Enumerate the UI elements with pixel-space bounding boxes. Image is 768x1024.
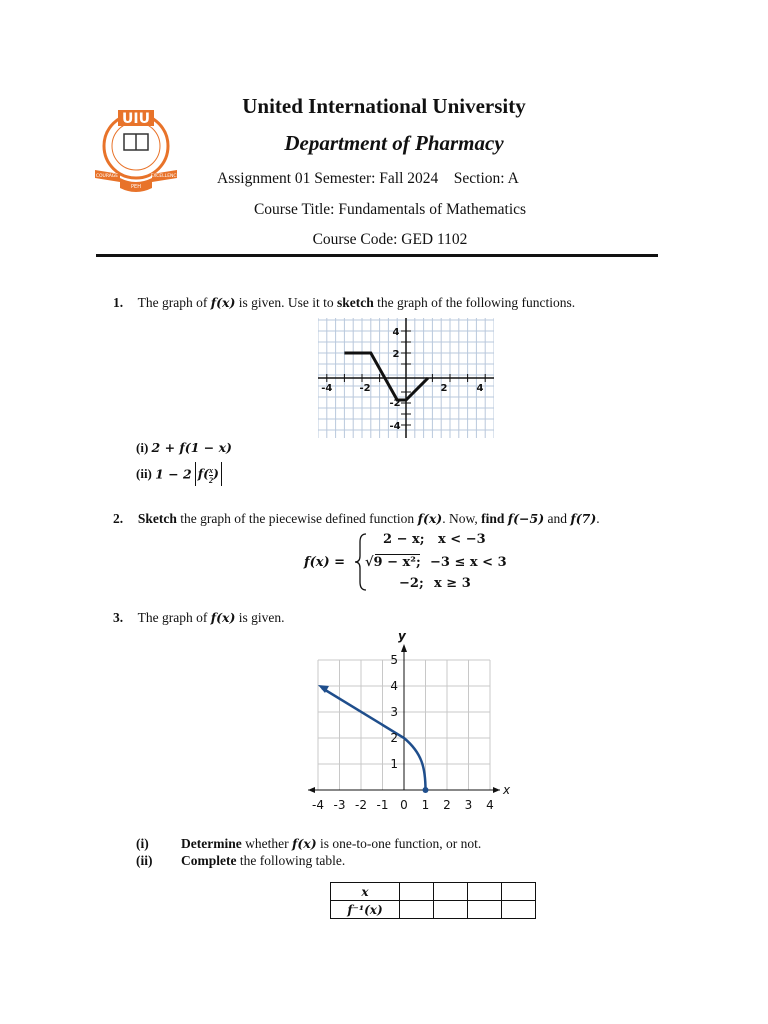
- table-header-x: x: [331, 883, 400, 901]
- table-cell[interactable]: [434, 901, 468, 919]
- course-code: Course Code: GED 1102: [312, 231, 468, 248]
- university-name: United International University: [242, 94, 526, 118]
- table-row: [331, 901, 536, 919]
- q1-part-ii: (ii) 1 − 2 f( $\frac{x}{2}$ ): [136, 462, 222, 486]
- q3-x-tick: -4: [312, 798, 324, 812]
- department-name: Department of Pharmacy: [284, 131, 504, 155]
- q1-y-tick: -2: [389, 398, 401, 409]
- q3-x-label: x: [503, 783, 511, 797]
- table-cell[interactable]: [400, 901, 434, 919]
- piece-3-cond: x ≥ 3: [434, 576, 471, 591]
- q3-x-tick: 0: [400, 798, 408, 812]
- course-title: Course Title: Fundamentals of Mathematics: [253, 201, 527, 218]
- q3-y-label: y: [398, 629, 406, 643]
- table-cell[interactable]: [502, 901, 536, 919]
- q3-x-tick: -3: [333, 798, 346, 812]
- table-cell[interactable]: [502, 883, 536, 901]
- q1-x-tick: 2: [440, 383, 448, 394]
- q1-y-tick: 2: [392, 349, 400, 360]
- inverse-table: [330, 882, 536, 919]
- q3-y-tick: 4: [390, 679, 398, 693]
- question-2: 2. Sketch the graph of the piecewise defined function f(x). Now, find f(−5) and f(7).: [113, 511, 600, 526]
- piece-1-cond: x < −3: [438, 532, 486, 547]
- q3-part-i: (i) Determine whether f(x) is one-to-one function, or not.: [136, 836, 482, 851]
- q1-graph: [318, 318, 494, 438]
- piece-2-cond: −3 ≤ x < 3: [430, 555, 507, 570]
- q1-part-i: (i) 2 + f(1 − x): [136, 440, 232, 455]
- sqrt-overline: [375, 554, 420, 555]
- table-cell[interactable]: [468, 883, 502, 901]
- q1-function-line: [344, 353, 428, 400]
- svg-text:COURAGE: COURAGE: [95, 174, 119, 179]
- svg-text:PEH: PEH: [131, 184, 141, 190]
- q3-x-tick: 1: [421, 798, 430, 812]
- question-3: 3. The graph of f(x) is given.: [113, 610, 285, 625]
- q1-x-tick: -4: [321, 383, 333, 394]
- q3-y-tick: 3: [390, 705, 398, 719]
- piece-1-expr: 2 − x;: [383, 532, 425, 547]
- table-cell[interactable]: [434, 883, 468, 901]
- piece-3-expr: −2;: [399, 576, 424, 591]
- q3-y-tick: 1: [390, 757, 398, 771]
- q3-x-tick: 4: [486, 798, 494, 812]
- q3-x-tick: 3: [464, 798, 473, 812]
- assignment-line: Assignment 01 Semester: Fall 2024 Section: A: [217, 170, 519, 187]
- q3-y-tick: 5: [390, 653, 398, 667]
- q1-y-tick: 4: [392, 327, 400, 338]
- q1-y-tick: -4: [389, 421, 401, 432]
- q3-x-tick: 2: [443, 798, 451, 812]
- q1-x-tick: 4: [476, 383, 484, 394]
- q3-part-ii: (ii) Complete the following table.: [136, 853, 346, 868]
- q3-x-tick: -1: [376, 798, 389, 812]
- table-cell[interactable]: [468, 901, 502, 919]
- question-1: 1. The graph of f(x) is given. Use it to sketch the graph of the following functions.: [113, 295, 576, 310]
- header-divider: [96, 254, 658, 257]
- q1-x-tick: -2: [359, 383, 371, 394]
- q3-graph: [300, 628, 520, 816]
- svg-text:UIU: UIU: [122, 111, 150, 127]
- q3-x-tick: -2: [355, 798, 367, 812]
- piecewise-lhs: f(x) =: [304, 555, 346, 570]
- svg-text:EXCELLENCE: EXCELLENCE: [150, 174, 180, 179]
- piece-2-expr: √9 − x²;: [365, 555, 421, 570]
- q3-endpoint: [423, 787, 429, 793]
- table-cell[interactable]: [400, 883, 434, 901]
- table-header-finv: f⁻¹(x): [331, 901, 400, 919]
- q3-curve: [322, 688, 426, 790]
- q3-y-tick: 2: [390, 731, 398, 745]
- table-row: [331, 883, 536, 901]
